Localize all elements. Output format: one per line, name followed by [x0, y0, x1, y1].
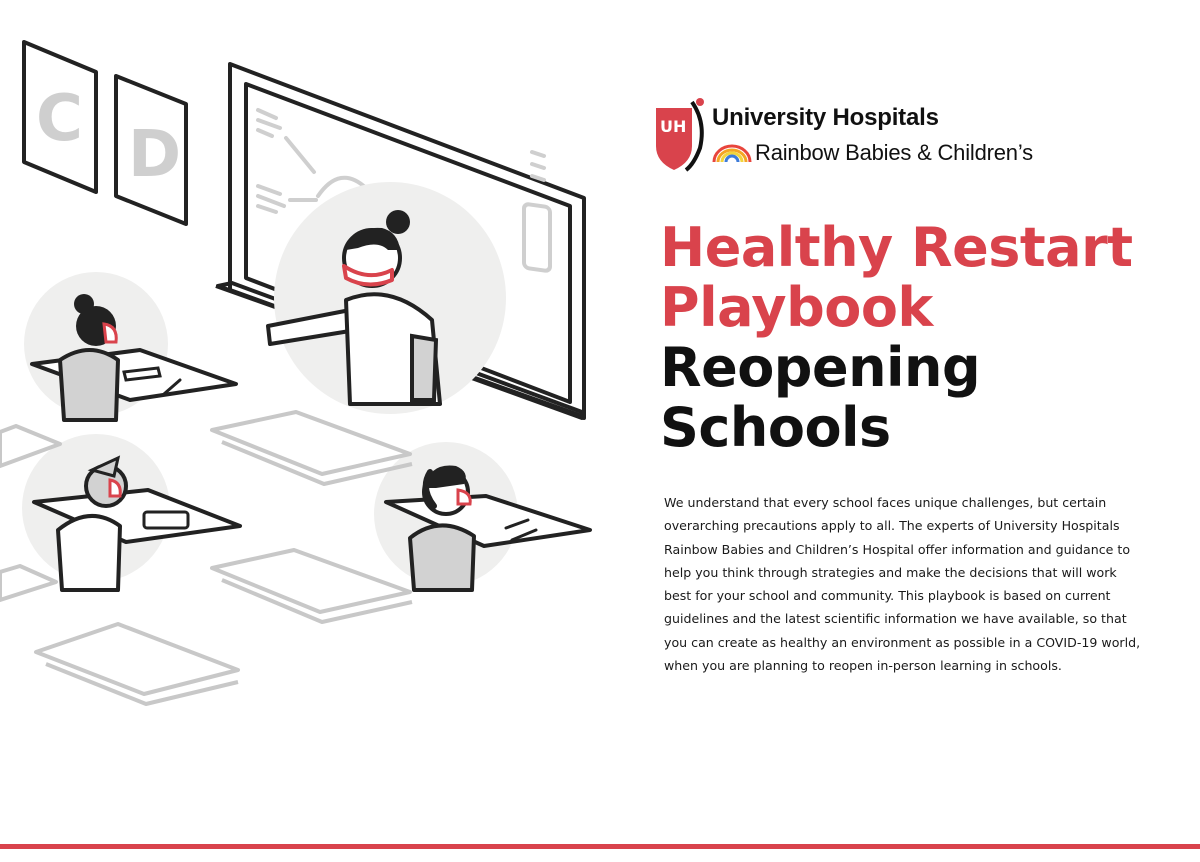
- title-line-3: Reopening: [660, 336, 981, 399]
- rainbow-icon: [712, 142, 752, 164]
- title-line-1: Healthy Restart: [660, 216, 1133, 279]
- title-line-2: Playbook: [660, 276, 933, 339]
- letter-c: C: [36, 82, 83, 156]
- bottom-divider: [0, 844, 1200, 849]
- letter-d: D: [128, 118, 182, 192]
- title-line-4: Schools: [660, 396, 891, 459]
- letter-card-d: [116, 76, 186, 224]
- intro-paragraph: We understand that every school faces unique challenges, but certain overarching precautions apply to all. The experts of University Hospitals Rainbow Babies and Children’s Hospital offer information and guidance to help you think through strategies and make the decisions that will work best for your school and community. This playbook is based on current guidelines and the latest scientific information we have available, so that you can create as healthy an environment as possible in a COVID-19 world, when you are planning to reopen in-person learning in schools.: [664, 495, 1141, 674]
- logo-primary-text: University Hospitals: [712, 104, 939, 131]
- letter-card-c: [24, 42, 96, 192]
- logo-secondary-text: Rainbow Babies & Children’s: [755, 140, 1033, 165]
- student-figure-1: [24, 272, 236, 420]
- uh-monogram: UH: [660, 117, 687, 136]
- university-hospitals-logo: [652, 92, 1072, 174]
- uh-shield-icon: [652, 92, 710, 172]
- classroom-illustration: [0, 0, 620, 720]
- page-title: [660, 218, 1133, 458]
- student-figure-2: [22, 434, 240, 590]
